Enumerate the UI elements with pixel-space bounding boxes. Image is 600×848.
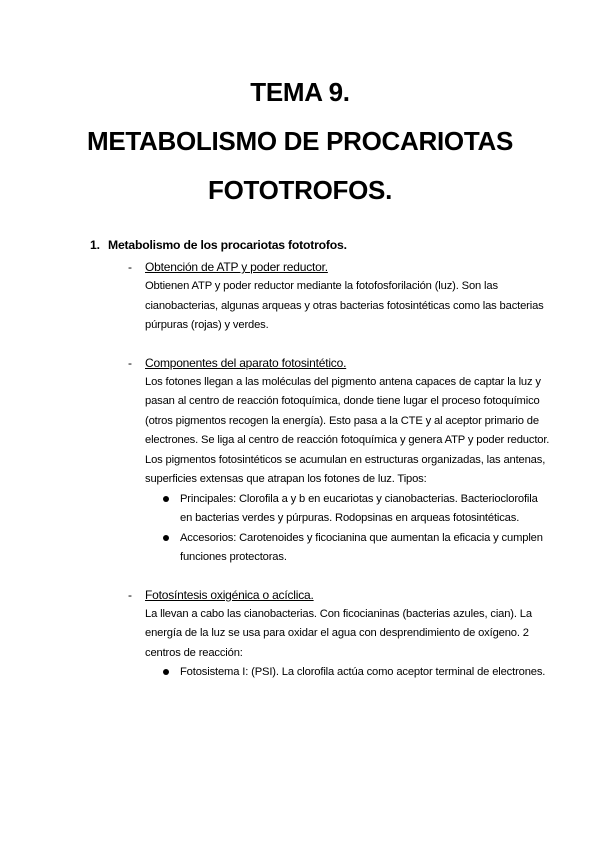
subsection-title: Fotosíntesis oxigénica o acíclica. [145,587,314,602]
document-title [0,68,600,215]
bullet-list [145,663,550,683]
paragraph: La llevan a cabo las cianobacterias. Con ficocianinas (bacterias azules, cian). La energía de la luz se usa para oxidar el agua con desprendimiento de oxígeno. 2 centros de reacción: [145,607,532,659]
dash-marker: - [128,260,132,274]
subsection-oxygenic [128,586,550,683]
paragraph: Obtienen ATP y poder reductor mediante la fotofosforilación (luz). Son las cianobacterias, algunas arqueas y otras bacterias fotosintéticas como las bacterias púrpuras (rojas) y verdes. [145,280,544,331]
subsection-title: Obtención de ATP y poder reductor. [145,260,328,274]
subsection-title: Componentes del aparato fotosintético. [145,355,347,370]
section-1 [90,236,550,683]
bullet-icon [163,669,169,675]
title-line-3: FOTOTROFOS. [208,175,392,205]
bullet-list [145,490,550,568]
subsection-components [128,354,550,568]
list-item-text: Accesorios: Carotenoides y ficocianina que aumentan la eficacia y cumplen funciones protectoras. [180,531,543,563]
list-item-text: Fotosistema I: (PSI). La clorofila actúa como aceptor terminal de electrones. [180,666,546,678]
dash-marker: - [128,587,132,602]
list-item-text: Principales: Clorofila a y b en eucariotas y cianobacterias. Bacterioclorofila en bacterias verdes y púrpuras. Rodopsinas en arqueas fotosintéticas. [180,492,538,524]
subsection-atp [128,258,550,336]
bullet-icon [163,535,169,541]
title-line-2: METABOLISMO DE PROCARIOTAS [86,126,513,156]
title-line-1: TEMA 9. [250,77,350,107]
section-number: 1. [90,238,100,252]
list-item [145,529,550,568]
section-heading-text: Metabolismo de los procariotas fototrofos. [108,238,347,252]
list-item [145,663,550,683]
list-item [145,490,550,529]
paragraph: Los fotones llegan a las moléculas del pigmento antena capaces de captar la luz y pasan al centro de reacción fotoquímica, donde tiene lugar el proceso fotoquímico (otros pigmentos recogen la energía). Esto pasa a la CTE y al aceptor primario de electrones. Se liga al centro de reacción fotoquímica y genera ATP y poder reductor. [145,375,550,446]
dash-marker: - [128,355,132,370]
bullet-icon [163,496,169,502]
paragraph: Los pigmentos fotosintéticos se acumulan en estructuras organizadas, las antenas, superficies extensas que atrapan los fotones de luz. Tipos: [145,453,546,485]
section-heading [90,236,550,254]
